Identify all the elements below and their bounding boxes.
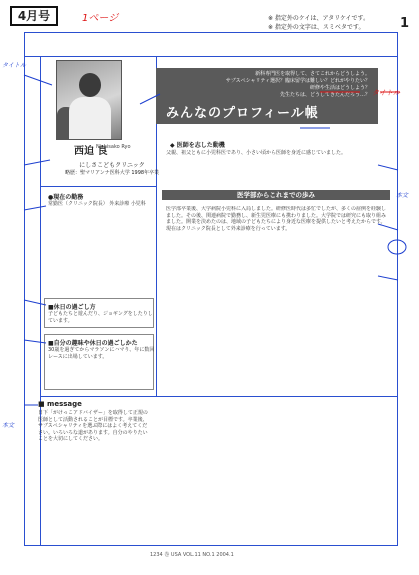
left-section-text: 子どもたちと遊んだり、ジョギングをしたりしています。 xyxy=(48,311,153,324)
left-section-title: ●現在の勤務 xyxy=(48,194,84,201)
page-number: 1 xyxy=(400,16,410,31)
issue-label: 4月号 xyxy=(10,6,58,26)
left-section-title: ■自分の趣味や休日の過ごしかた xyxy=(48,340,138,347)
handwritten-note: 本文 xyxy=(2,422,15,429)
person-affiliation: 略歴：聖マリアンナ医科大学 1998年卒業 xyxy=(64,170,160,176)
body-text: 医学部卒業後、大学病院小児科に入局しました。研修医時代は多忙でしたが、多くの症例を経験しました。その後、関連病院で勤務し、新生児医療にも携わりました。大学院では研究にも取り組みました。開業を決めたのは、地域の子どもたちにより身近な医療を提供したいと考えたからです。現在はクリニック院長として外来診療を行っています。 xyxy=(166,206,386,232)
message-text: 日下「がけっこアドバイザー」を取得して正規の医師として活動されることが目標です。卒業後、サブスペシャリティを選ぶ際にはよく考えてください。いろいろな道があります。自分のやりたいことを大切にしてください。 xyxy=(38,410,148,442)
person-name: 西迫 良 xyxy=(74,146,108,157)
page-handwritten-label: 1ページ xyxy=(82,13,119,24)
note-line: ※ 指定外の文字は、スミベタです。 xyxy=(268,24,365,31)
answer-text: 父親、祖父ともに小児科医であり、小さい頃から医師を身近に感じていました。 xyxy=(166,150,347,156)
page-title: みんなのプロフィール帳 xyxy=(166,106,319,121)
handwritten-note: タイトル xyxy=(372,89,400,97)
left-section-title: ■休日の過ごし方 xyxy=(48,304,96,311)
handwritten-note: タイトル xyxy=(2,62,26,69)
left-section-text: 30歳を過ぎてからマラソンにハマり、年に数回レースに出場しています。 xyxy=(48,347,155,360)
footer: 1234 巻 USA VOL.11 NO.1 2004.1 xyxy=(150,552,234,558)
message-title: ■ message xyxy=(38,400,82,408)
person-role: にしさこどもクリニック xyxy=(79,162,145,169)
handwritten-note: 本文 xyxy=(396,192,409,199)
note-line: ※ 指定外のケイは、アタリケイです。 xyxy=(268,15,370,22)
person-kana: Nishisako Ryo xyxy=(96,144,131,150)
section-title: 医学部からこれまでの歩み xyxy=(162,190,390,200)
question-heading: ◆ 医師を志した動機 xyxy=(170,142,225,149)
banner-subtitle: 新科専門医を取得して、さてこれからどうしよう。 サブスペシャリティ選択？臨床留学は難しい？どれがやりたい？ 研修や生活はどうしよう？ 先生たちは、どうしてきたんだろう…？ xyxy=(225,71,370,98)
left-section-text: 常勤医（クリニック院長） 外来診療 小児科 xyxy=(48,201,146,207)
